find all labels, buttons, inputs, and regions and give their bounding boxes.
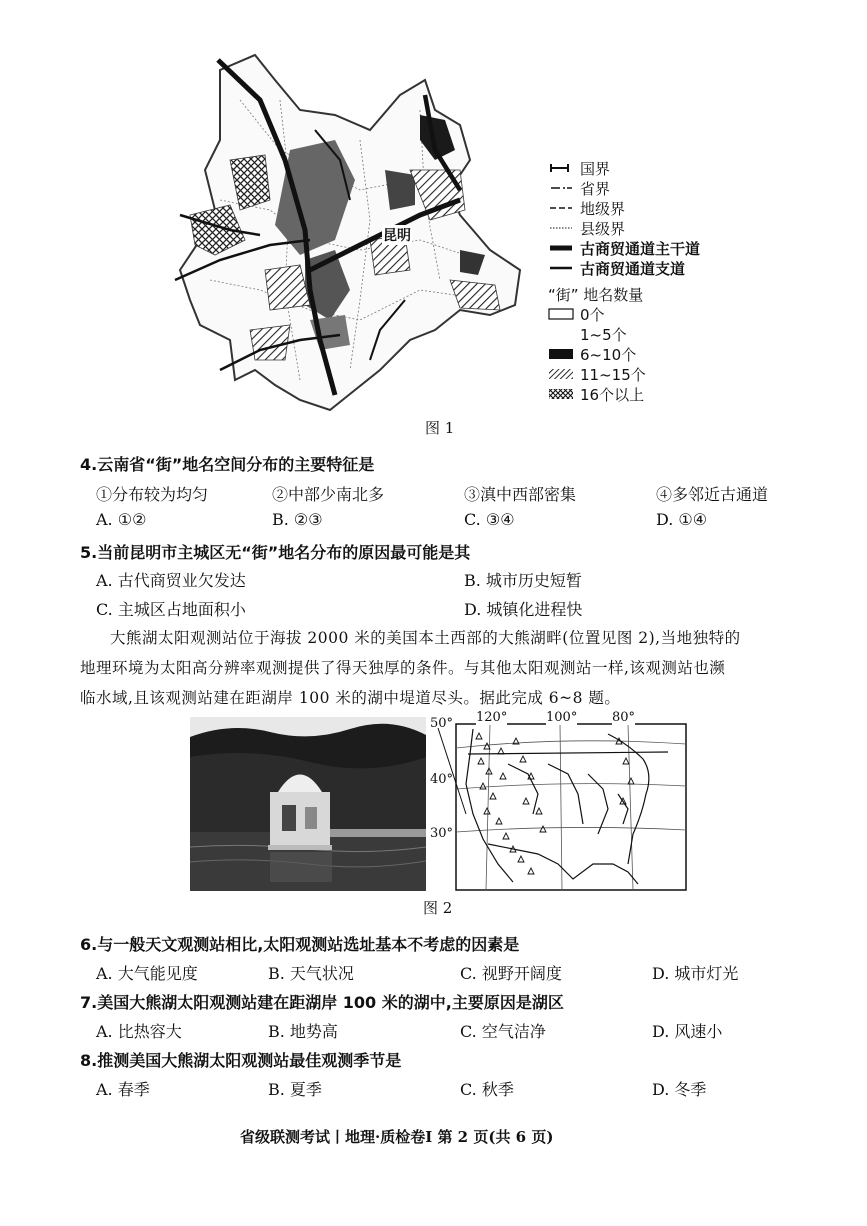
legend-title <box>548 284 748 304</box>
kunming-label: 昆明 <box>382 225 412 245</box>
passage-line-2: 地理环境为太阳高分辨率观测提供了得天独厚的条件。与其他太阳观测站一样,该观测站也濒 <box>80 659 726 677</box>
q7-stem: 7.美国大熊湖太阳观测站建在距湖岸 100 米的湖中,主要原因是湖区 <box>80 993 564 1012</box>
main-trade-route-icon <box>548 242 574 254</box>
national-border-icon <box>548 162 574 174</box>
lat-label-50: 50° <box>430 716 454 731</box>
legend-label: 古商贸通道主干道 <box>580 239 701 258</box>
q6-option-b[interactable]: B. 天气状况 <box>268 964 354 983</box>
q6-stem: 6.与一般天文观测站相比,太阳观测站选址基本不考虑的因素是 <box>80 935 520 954</box>
q8-stem: 8.推测美国大熊湖太阳观测站最佳观测季节是 <box>80 1051 402 1070</box>
figure1-caption: 图 1 <box>425 419 455 437</box>
q4-option-d[interactable]: D. ①④ <box>656 510 708 529</box>
q5-option-d[interactable]: D. 城镇化进程快 <box>464 600 583 619</box>
q4-statement-2: ②中部少南北多 <box>272 485 385 504</box>
q4-option-c[interactable]: C. ③④ <box>464 510 515 529</box>
solid-black-fill-icon <box>548 348 574 360</box>
legend-class-2 <box>548 344 748 364</box>
legend-class-0 <box>548 304 748 324</box>
north-america-map <box>428 710 688 894</box>
q4-option-b[interactable]: B. ②③ <box>272 510 323 529</box>
prefecture-border-icon <box>548 202 574 214</box>
legend-title-text: “街” 地名数量 <box>548 285 644 304</box>
passage-line-1: 大熊湖太阳观测站位于海拔 2000 米的美国本土西部的大熊湖畔(位置见图 2),当地独特的 <box>110 629 741 647</box>
observatory-photo <box>190 717 426 891</box>
q4-stem: 4.云南省“街”地名空间分布的主要特征是 <box>80 455 375 474</box>
figure1-legend <box>548 158 748 404</box>
lon-label-100: 100° <box>546 710 578 725</box>
legend-label: 古商贸通道支道 <box>580 259 686 278</box>
lon-label-120: 120° <box>476 710 508 725</box>
q4-statement-1: ①分布较为均匀 <box>96 485 209 504</box>
legend-main-trade-route <box>548 238 748 258</box>
observatory-photo-graphic <box>190 717 426 891</box>
lat-label-30: 30° <box>430 826 454 841</box>
legend-label: 国界 <box>580 159 611 178</box>
figure2-caption: 图 2 <box>423 899 453 917</box>
q6-option-d[interactable]: D. 城市灯光 <box>652 964 739 983</box>
q5-option-a[interactable]: A. 古代商贸业欠发达 <box>96 571 246 590</box>
empty-fill-icon <box>548 308 574 320</box>
passage-line-3: 临水域,且该观测站建在距湖岸 100 米的湖中堤道尽头。据此完成 6~8 题。 <box>80 689 621 707</box>
legend-branch-trade-route <box>548 258 748 278</box>
q4-statement-3: ③滇中西部密集 <box>464 485 577 504</box>
legend-label: 11~15个 <box>580 365 646 384</box>
north-america-map-graphic <box>428 714 688 894</box>
legend-label: 县级界 <box>580 219 626 238</box>
legend-class-3 <box>548 364 748 384</box>
legend-provincial-border <box>548 178 748 198</box>
q4-statement-4: ④多邻近古通道 <box>656 485 769 504</box>
crosshatched-fill-icon <box>548 388 574 400</box>
lat-label-40: 40° <box>430 772 454 787</box>
lon-label-80: 80° <box>612 710 636 725</box>
legend-label: 省界 <box>580 179 611 198</box>
q5-option-c[interactable]: C. 主城区占地面积小 <box>96 600 246 619</box>
legend-class-1 <box>548 324 748 344</box>
q6-option-c[interactable]: C. 视野开阔度 <box>460 964 562 983</box>
page-footer: 省级联测考试丨地理·质检卷Ⅰ 第 2 页(共 6 页) <box>240 1128 554 1146</box>
provincial-border-icon <box>548 182 574 194</box>
q8-option-b[interactable]: B. 夏季 <box>268 1080 322 1099</box>
hatched-fill-icon <box>548 368 574 380</box>
legend-national-border <box>548 158 748 178</box>
legend-label: 地级界 <box>580 199 626 218</box>
q5-stem: 5.当前昆明市主城区无“街”地名分布的原因最可能是其 <box>80 543 471 562</box>
figure1-map <box>160 40 530 420</box>
legend-class-4 <box>548 384 748 404</box>
q6-option-a[interactable]: A. 大气能见度 <box>96 964 198 983</box>
county-border-icon <box>548 222 574 234</box>
legend-label: 16个以上 <box>580 385 645 404</box>
q8-option-d[interactable]: D. 冬季 <box>652 1080 707 1099</box>
q5-option-b[interactable]: B. 城市历史短暂 <box>464 571 582 590</box>
legend-label: 0个 <box>580 305 605 324</box>
q4-option-a[interactable]: A. ①② <box>96 510 147 529</box>
light-fill-icon <box>548 328 574 340</box>
legend-county-border <box>548 218 748 238</box>
q8-option-c[interactable]: C. 秋季 <box>460 1080 514 1099</box>
q8-option-a[interactable]: A. 春季 <box>96 1080 150 1099</box>
q7-option-b[interactable]: B. 地势高 <box>268 1022 338 1041</box>
q7-option-c[interactable]: C. 空气洁净 <box>460 1022 546 1041</box>
q7-option-d[interactable]: D. 风速小 <box>652 1022 723 1041</box>
q7-option-a[interactable]: A. 比热容大 <box>96 1022 182 1041</box>
legend-label: 6~10个 <box>580 345 637 364</box>
branch-trade-route-icon <box>548 262 574 274</box>
legend-label: 1~5个 <box>580 325 627 344</box>
yunnan-map-graphic <box>160 40 530 420</box>
legend-prefecture-border <box>548 198 748 218</box>
